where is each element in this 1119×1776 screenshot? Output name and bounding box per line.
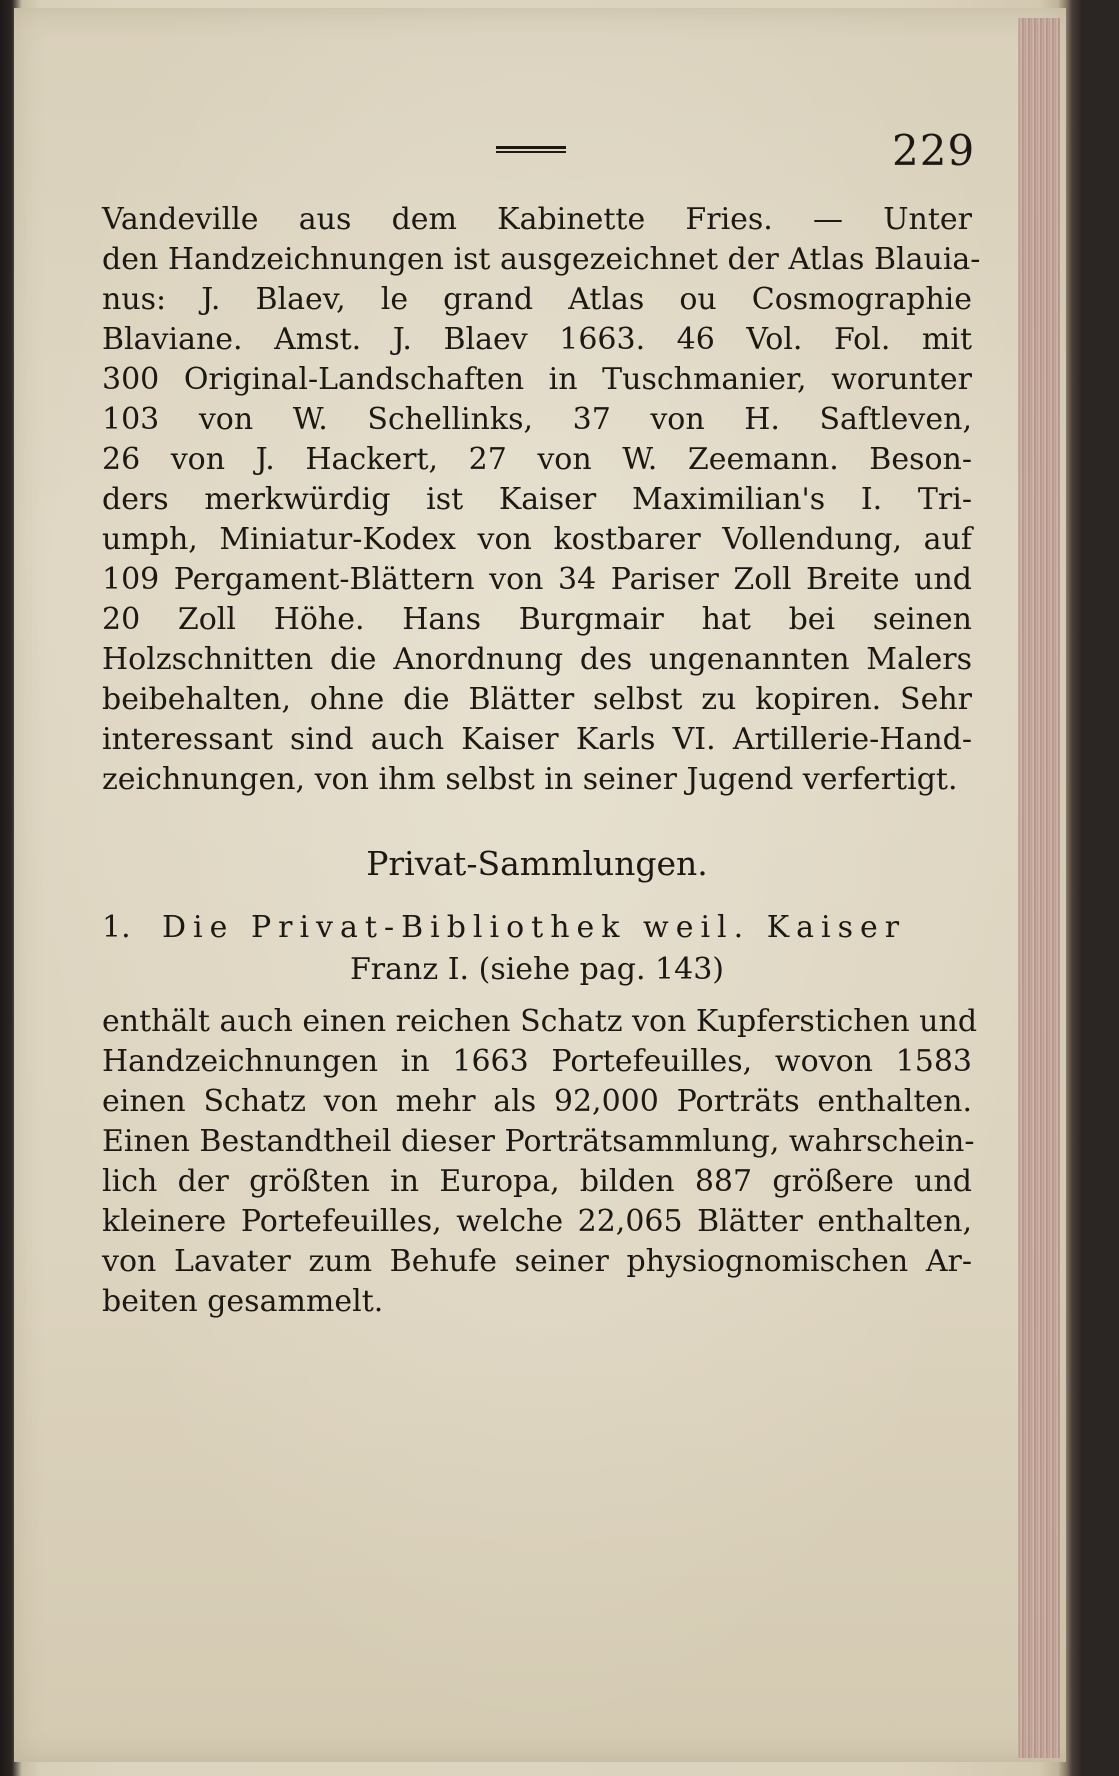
text-line: 103 von W. Schellinks, 37 von H. Saftleven,: [102, 402, 972, 437]
text-line: 20 Zoll Höhe. Hans Burgmair hat bei seinen: [102, 602, 972, 637]
text-line: kleinere Portefeuilles, welche 22,065 Blätter enthalten,: [102, 1204, 972, 1239]
text-line: ders merkwürdig ist Kaiser Maximilian's I. Tri-: [102, 482, 972, 517]
text-line: 109 Pergament-Blättern von 34 Pariser Zoll Breite und: [102, 562, 972, 597]
text-line: 300 Original-Landschaften in Tuschmanier, worunter: [102, 362, 972, 397]
page-number: 229: [892, 126, 976, 175]
page-fore-edge: [1018, 18, 1060, 1758]
entry-title-continuation: Franz I. (siehe pag. 143): [349, 952, 725, 987]
text-line: 26 von J. Hackert, 27 von W. Zeemann. Beson-: [102, 442, 972, 477]
text-line: zeichnungen, von ihm selbst in seiner Jugend verfertigt.: [102, 762, 958, 797]
text-line: einen Schatz von mehr als 92,000 Porträts enthalten.: [102, 1084, 972, 1119]
text-line: nus: J. Blaev, le grand Atlas ou Cosmographie: [102, 282, 972, 317]
text-line: Einen Bestandtheil dieser Porträtsammlung, wahrschein-: [102, 1124, 975, 1159]
text-line: beibehalten, ohne die Blätter selbst zu kopiren. Sehr: [102, 682, 972, 717]
entry-title-line: [102, 908, 972, 948]
text-line: lich der größten in Europa, bilden 887 größere und: [102, 1164, 972, 1199]
text-line: Handzeichnungen in 1663 Portefeuilles, wovon 1583: [102, 1044, 972, 1079]
book-page: [14, 8, 1066, 1762]
text-line: beiten gesammelt.: [102, 1284, 384, 1319]
text-line: von Lavater zum Behufe seiner physiognomischen Ar-: [102, 1244, 972, 1279]
text-line: Holzschnitten die Anordnung des ungenannten Malers: [102, 642, 972, 677]
text-line: Vandeville aus dem Kabinette Fries. — Unter: [102, 202, 972, 237]
text-line: Blaviane. Amst. J. Blaev 1663. 46 Vol. Fol. mit: [102, 322, 972, 357]
section-heading: Privat-Sammlungen.: [366, 844, 708, 883]
text-line: enthält auch einen reichen Schatz von Kupferstichen und: [102, 1004, 978, 1039]
text-line: umph, Miniatur-Kodex von kostbarer Vollendung, auf: [102, 522, 972, 557]
entry-title: Die Privat-Bibliothek weil. Kaiser: [162, 910, 907, 945]
text-line: interessant sind auch Kaiser Karls VI. Artillerie-Hand-: [102, 722, 972, 757]
entry-number: 1.: [102, 910, 131, 945]
header-rule: [496, 146, 566, 153]
text-line: den Handzeichnungen ist ausgezeichnet der Atlas Blauia-: [102, 242, 981, 277]
